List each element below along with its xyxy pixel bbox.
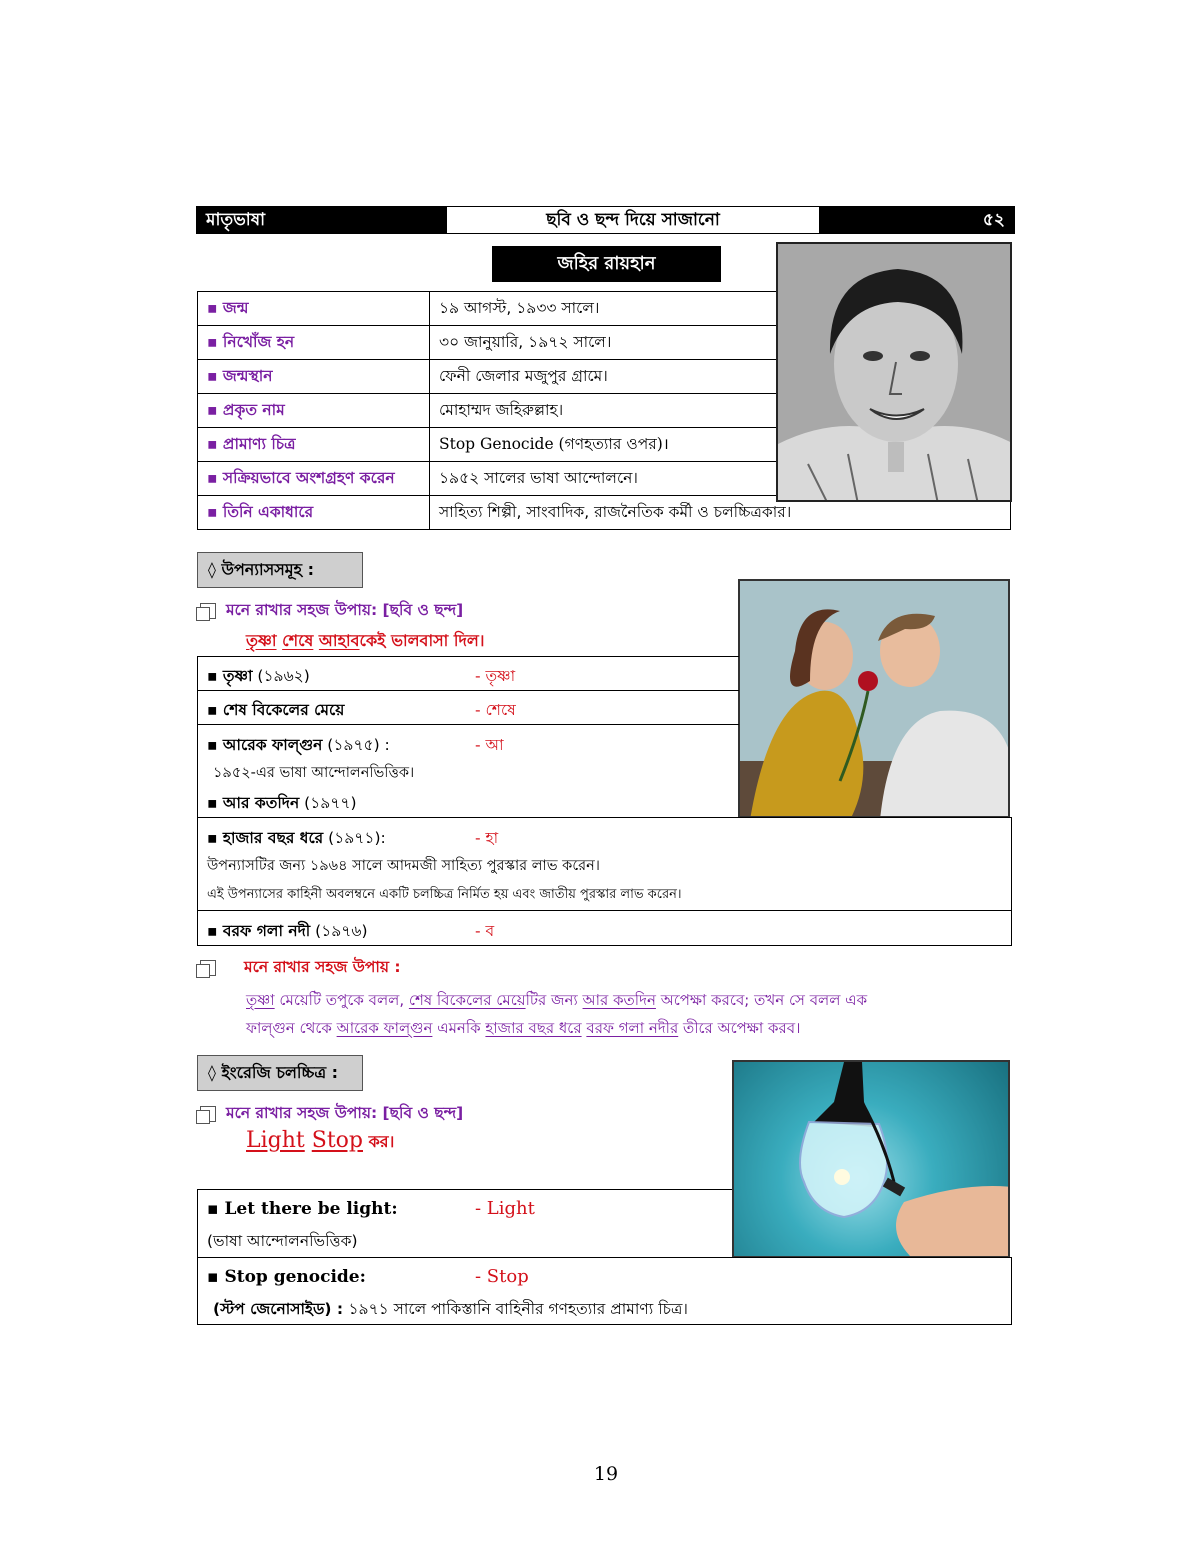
story-part: তৃষ্ণা bbox=[246, 991, 275, 1009]
film-note: (ভাষা আন্দোলনভিত্তিক) bbox=[207, 1232, 358, 1250]
row-value: মোহাম্মদ জহিরুল্লাহ। bbox=[430, 394, 1011, 428]
mnemonic-word: Stop bbox=[311, 1128, 363, 1153]
story-part: হাজার বছর ধরে bbox=[485, 1019, 582, 1037]
row-value: ৩০ জানুয়ারি, ১৯৭২ সালে। bbox=[430, 326, 1011, 360]
film-note-bold: (স্টপ জেনোসাইড) : bbox=[213, 1300, 349, 1318]
film-title: ▪ Stop genocide: bbox=[207, 1267, 366, 1287]
novel-year: (১৯৭৫) : bbox=[322, 736, 390, 754]
films-mnemonic bbox=[246, 1128, 394, 1156]
story-part: অপেক্ষা করবে; তখন সে বলল এক bbox=[655, 991, 868, 1009]
novel-title: ▪ শেষ বিকেলের মেয়ে bbox=[207, 701, 345, 719]
notes-icon bbox=[200, 603, 216, 619]
novels-mnemonic bbox=[246, 628, 485, 655]
novel-title: ▪ আরেক ফাল্গুন bbox=[207, 736, 323, 754]
story-part: মেয়েটি তপুকে বলল, bbox=[274, 991, 409, 1009]
story-part: তীরে অপেক্ষা করব। bbox=[678, 1019, 801, 1037]
row-key: ▪ জন্ম bbox=[198, 292, 430, 326]
person-name: জহির রায়হান bbox=[492, 246, 721, 282]
novels-section-title: ◊ উপন্যাসসমূহ : bbox=[197, 552, 363, 588]
novel-year: (১৯৭৭) bbox=[299, 794, 357, 812]
novel-code: - আ bbox=[475, 736, 504, 754]
films-tip bbox=[200, 1101, 463, 1127]
novel-note: এই উপন্যাসের কাহিনী অবলম্বনে একটি চলচ্চিত্র নির্মিত হয় এবং জাতীয় পুরস্কার লাভ করেন। bbox=[207, 887, 682, 902]
list-item bbox=[207, 791, 357, 817]
novel-title: ▪ বরফ গলা নদী bbox=[207, 922, 311, 940]
novel-code: - শেষে bbox=[475, 701, 516, 719]
novel-code: - তৃষ্ণা bbox=[475, 667, 516, 685]
header-page-number: ৫২ bbox=[820, 206, 1015, 234]
row-value: ১৯ আগস্ট, ১৯৩৩ সালে। bbox=[430, 292, 1011, 326]
row-value: সাহিত্য শিল্পী, সাংবাদিক, রাজনৈতিক কর্মী ও চলচ্চিত্রকার। bbox=[430, 496, 1011, 530]
mnemonic-word: শেষে bbox=[282, 631, 314, 650]
row-value: ফেনী জেলার মজুপুর গ্রামে। bbox=[430, 360, 1011, 394]
films-tip-label: মনে রাখার সহজ উপায়: [ছবি ও ছন্দ] bbox=[226, 1104, 464, 1122]
film-note-text: ১৯৭১ সালে পাকিস্তানি বাহিনীর গণহত্যার প্রামাণ্য চিত্র। bbox=[348, 1300, 688, 1318]
header-title: ছবি ও ছন্দ দিয়ে সাজানো bbox=[446, 206, 820, 234]
list-item bbox=[207, 733, 390, 759]
list-item bbox=[207, 826, 386, 852]
row-value: ১৯৫২ সালের ভাষা আন্দোলনে। bbox=[430, 462, 1011, 496]
novel-year: (১৯৭৬) bbox=[310, 922, 368, 940]
novel-code: - ব bbox=[475, 922, 495, 940]
notes-icon bbox=[200, 1106, 216, 1122]
row-key: ▪ নিখোঁজ হন bbox=[198, 326, 430, 360]
story-part: শেষ বিকেলের মেয়ে bbox=[408, 991, 526, 1009]
row-key: ▪ তিনি একাধারে bbox=[198, 496, 430, 530]
novel-code: - হা bbox=[475, 829, 499, 847]
notes-icon bbox=[200, 960, 216, 976]
novel-title: ▪ আর কতদিন bbox=[207, 794, 300, 812]
portrait-photo bbox=[776, 242, 1012, 502]
mnemonic-word: আহাব bbox=[318, 631, 360, 650]
films-list bbox=[197, 1189, 1012, 1325]
novels-list bbox=[197, 656, 1012, 946]
novels-tip-2 bbox=[200, 955, 401, 981]
list-item bbox=[207, 919, 368, 945]
mnemonic-word: Light bbox=[246, 1128, 305, 1153]
novel-note: উপন্যাসটির জন্য ১৯৬৪ সালে আদমজী সাহিত্য পুরস্কার লাভ করেন। bbox=[207, 858, 600, 874]
story-part: বরফ গলা নদীর bbox=[586, 1019, 679, 1037]
row-key: ▪ জন্মস্থান bbox=[198, 360, 430, 394]
novel-note: ১৯৫২-এর ভাষা আন্দোলনভিত্তিক। bbox=[213, 765, 415, 781]
novel-title: ▪ হাজার বছর ধরে bbox=[207, 829, 324, 847]
mnemonic-word: তৃষ্ণা bbox=[246, 631, 277, 650]
novels-tip2-label: মনে রাখার সহজ উপায় : bbox=[244, 958, 401, 976]
row-key: ▪ প্রামাণ্য চিত্র bbox=[198, 428, 430, 462]
mnemonic-rest: কেই ভালবাসা দিল। bbox=[359, 631, 485, 650]
row-value: Stop Genocide (গণহত্যার ওপর)। bbox=[430, 428, 1011, 462]
novels-tip-label: মনে রাখার সহজ উপায়: [ছবি ও ছন্দ] bbox=[226, 601, 464, 619]
novels-tip bbox=[200, 598, 463, 624]
story-part: টির জন্য bbox=[525, 991, 583, 1009]
story-part: আরেক ফাল্গুন bbox=[336, 1019, 433, 1037]
films-section-title: ◊ ইংরেজি চলচ্চিত্র : bbox=[197, 1055, 363, 1091]
page-number: 19 bbox=[593, 1463, 619, 1485]
novels-story bbox=[246, 986, 1016, 1042]
film-note bbox=[213, 1297, 688, 1323]
film-code: - Light bbox=[475, 1198, 535, 1219]
film-title: ▪ Let there be light: bbox=[207, 1199, 398, 1219]
film-code: - Stop bbox=[475, 1266, 529, 1287]
mnemonic-rest: কর। bbox=[363, 1132, 395, 1151]
novel-title: ▪ তৃষ্ণা bbox=[207, 667, 253, 685]
story-part: আর কতদিন bbox=[582, 991, 656, 1009]
story-part: এমনকি bbox=[432, 1019, 486, 1037]
story-part: ফাল্গুন থেকে bbox=[246, 1019, 337, 1037]
novel-year: (১৯৭১): bbox=[323, 829, 386, 847]
row-key: ▪ সক্রিয়ভাবে অংশগ্রহণ করেন bbox=[198, 462, 430, 496]
novel-year: (১৯৬২) bbox=[252, 667, 310, 685]
list-item bbox=[207, 664, 310, 690]
header-subject: মাতৃভাষা bbox=[196, 206, 446, 234]
row-key: ▪ প্রকৃত নাম bbox=[198, 394, 430, 428]
